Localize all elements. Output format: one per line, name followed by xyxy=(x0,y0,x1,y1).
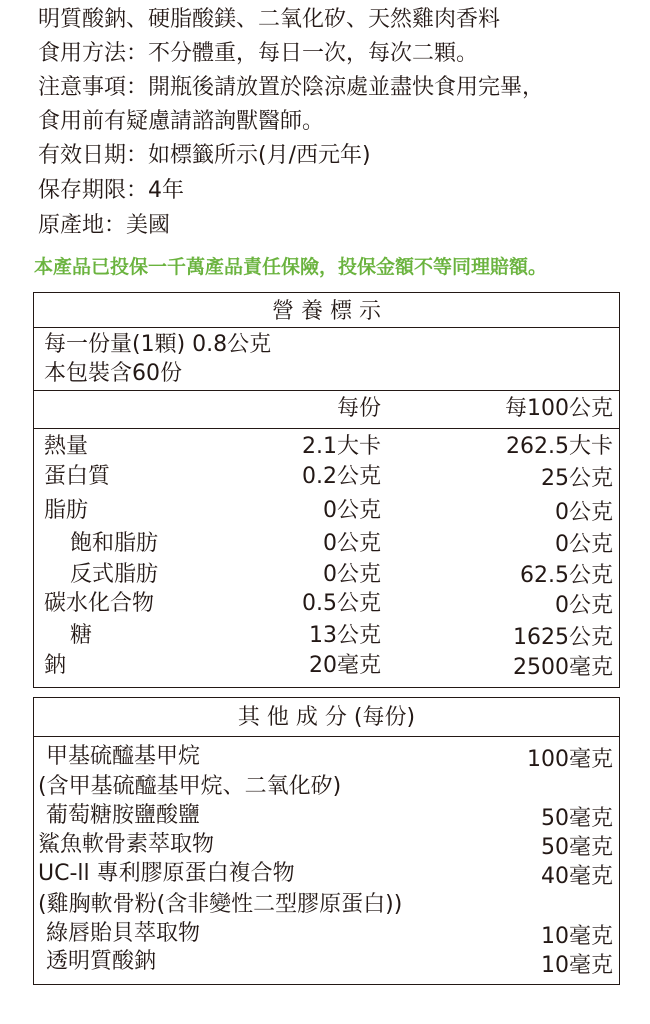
nutrient-name: 熱量 xyxy=(44,434,89,459)
ingredient-amount: 100毫克 xyxy=(527,747,613,772)
nutrient-name: 碳水化合物 xyxy=(44,591,155,616)
nutrient-per-serving: 0公克 xyxy=(323,562,381,587)
nutrient-per-serving: 20毫克 xyxy=(309,653,381,678)
nutrient-per-serving: 0.5公克 xyxy=(302,591,381,616)
nutrient-per-serving: 2.1大卡 xyxy=(302,434,381,459)
ingredient-name: 綠唇貽貝萃取物 xyxy=(46,921,201,946)
divider xyxy=(34,428,619,429)
nutrient-name: 脂肪 xyxy=(44,498,89,523)
serving-size: 每一份量(1顆) 0.8公克 xyxy=(44,332,272,357)
nutrition-facts-table xyxy=(33,292,620,688)
ingredient-amount: 40毫克 xyxy=(541,864,613,889)
info-shelf-life-line: 保存期限：4年 xyxy=(38,178,184,203)
ingredient-name: 葡萄糖胺鹽酸鹽 xyxy=(46,803,201,828)
ingredient-name: 甲基硫醯基甲烷 xyxy=(46,744,201,769)
info-usage-line: 食用方法：不分體重，每日一次，每次二顆。 xyxy=(38,41,479,66)
ingredient-amount: 10毫克 xyxy=(541,953,613,978)
nutrient-per-serving: 0公克 xyxy=(323,498,381,523)
nutrient-per-serving: 13公克 xyxy=(309,623,381,648)
nutrition-title: 營 養 標 示 xyxy=(272,299,381,324)
nutrient-name: 反式脂肪 xyxy=(70,562,159,587)
nutrient-per-100g: 25公克 xyxy=(541,466,613,491)
ingredient-name: 透明質酸鈉 xyxy=(46,949,157,974)
nutrient-per-serving: 0公克 xyxy=(323,531,381,556)
divider xyxy=(34,390,619,391)
info-expiry-line: 有效日期：如標籤所示(月/西元年) xyxy=(38,143,371,168)
nutrient-per-100g: 2500毫克 xyxy=(513,655,613,680)
ingredient-name: UC-ll 專利膠原蛋白複合物 xyxy=(38,861,295,886)
nutrient-name: 飽和脂肪 xyxy=(70,531,159,556)
ingredient-amount: 50毫克 xyxy=(541,806,613,831)
nutrient-per-100g: 0公克 xyxy=(555,532,613,557)
info-ingredients-line: 明質酸鈉、硬脂酸鎂、二氧化矽、天然雞肉香料 xyxy=(38,7,501,32)
nutrient-per-100g: 0公克 xyxy=(555,593,613,618)
insurance-notice: 本產品已投保一千萬產品責任保險，投保金額不等同理賠額。 xyxy=(34,256,548,278)
nutrient-per-100g: 62.5公克 xyxy=(520,563,613,588)
info-caution-line-2: 食用前有疑慮請諮詢獸醫師。 xyxy=(38,109,325,134)
other-ingredients-table xyxy=(33,697,620,985)
divider xyxy=(34,327,619,328)
divider xyxy=(34,736,619,737)
ingredient-name: (含甲基硫醯基甲烷、二氧化矽) xyxy=(38,774,342,799)
nutrient-name: 鈉 xyxy=(44,653,67,678)
ingredient-amount: 50毫克 xyxy=(541,835,613,860)
nutrient-per-serving: 0.2公克 xyxy=(302,464,381,489)
info-origin-line: 原產地：美國 xyxy=(38,213,171,238)
ingredient-name: 鯊魚軟骨素萃取物 xyxy=(38,832,215,857)
column-header-per-100g: 每100公克 xyxy=(505,396,613,421)
ingredient-amount: 10毫克 xyxy=(541,924,613,949)
column-header-per-serving: 每份 xyxy=(336,396,381,421)
nutrient-name: 蛋白質 xyxy=(44,464,111,489)
servings-per-package: 本包裝含60份 xyxy=(44,361,182,386)
nutrient-name: 糖 xyxy=(70,623,93,648)
nutrient-per-100g: 262.5大卡 xyxy=(506,434,613,459)
other-ingredients-title: 其 他 成 分 (每份) xyxy=(237,705,416,730)
nutrient-per-100g: 0公克 xyxy=(555,500,613,525)
info-caution-line: 注意事項：開瓶後請放置於陰涼處並盡快食用完畢， xyxy=(38,75,545,100)
ingredient-name: (雞胸軟骨粉(含非變性二型膠原蛋白)) xyxy=(38,892,403,917)
nutrient-per-100g: 1625公克 xyxy=(513,625,613,650)
